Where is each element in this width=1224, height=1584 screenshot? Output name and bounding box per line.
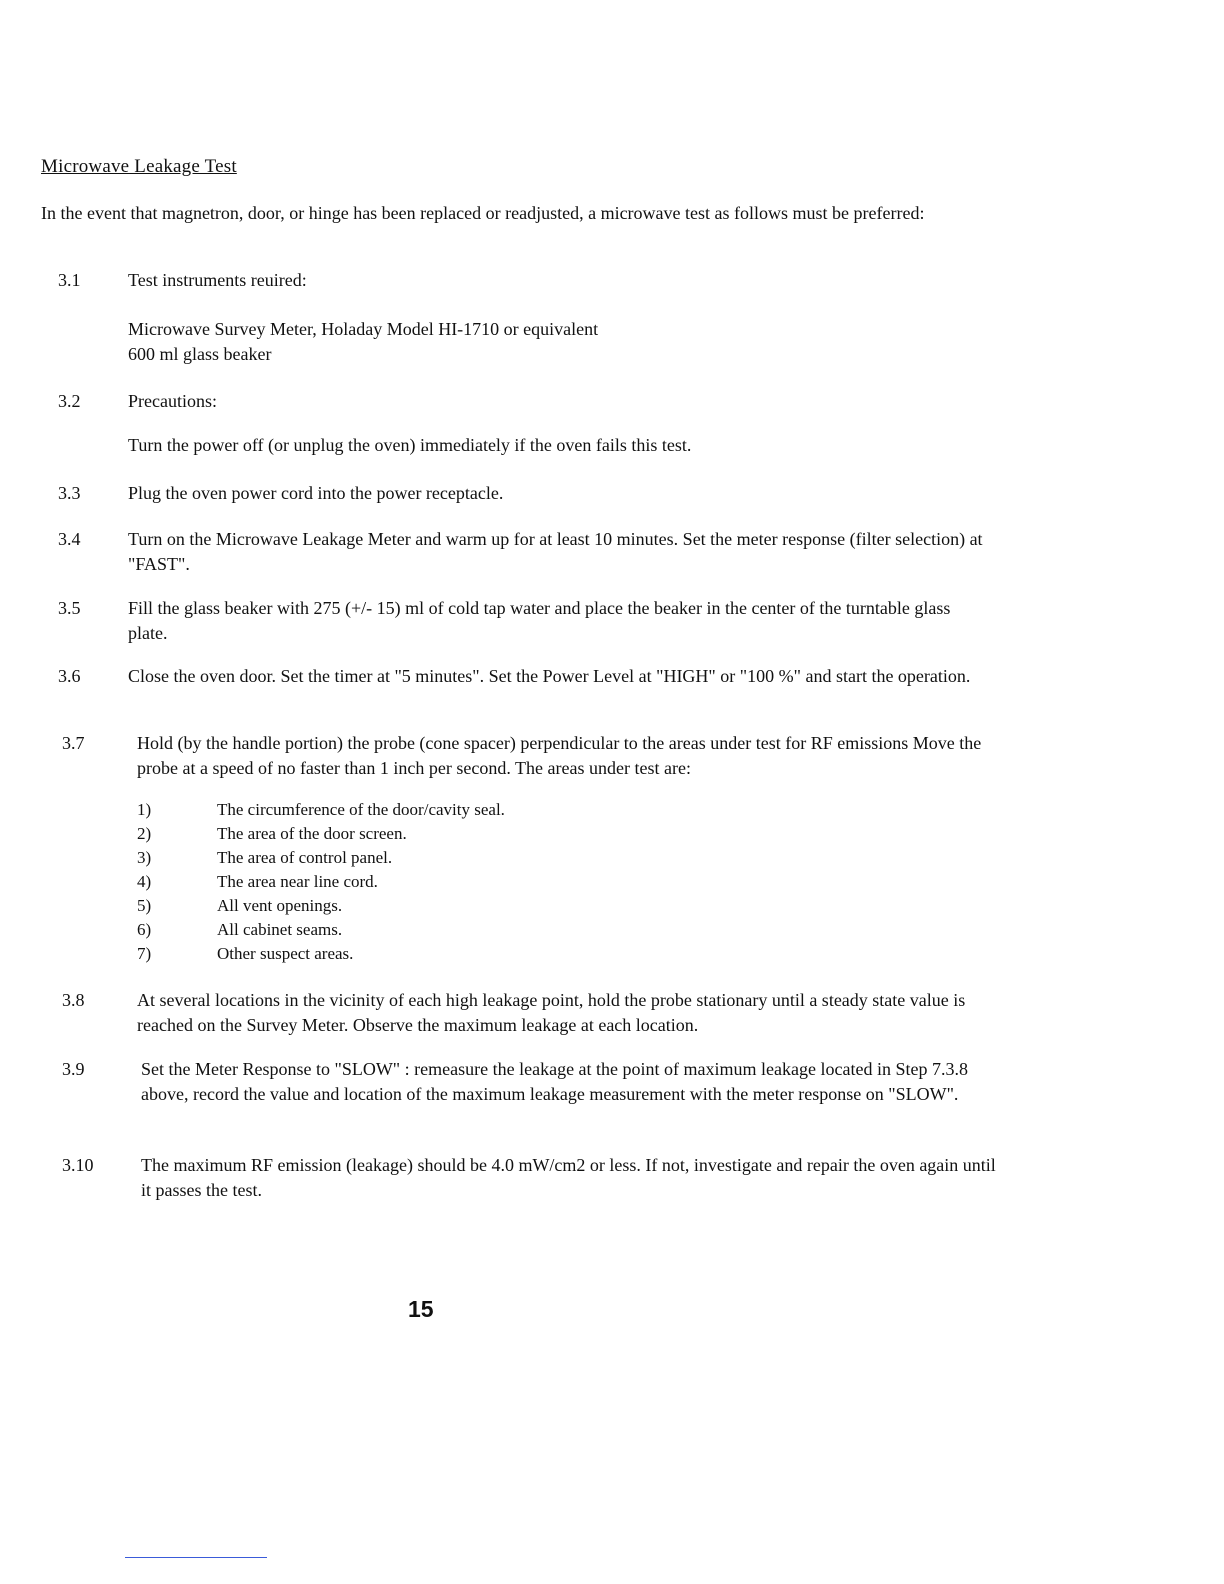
step-number: 3.8 (62, 990, 85, 1010)
page-number: 15 (408, 1296, 434, 1322)
list-number: 6) (137, 920, 152, 939)
list-text: All cabinet seams. (217, 920, 343, 939)
list-text: Other suspect areas. (217, 944, 354, 963)
list-number: 5) (137, 896, 152, 915)
step-number: 3.1 (58, 270, 81, 290)
list-number: 2) (137, 824, 152, 843)
list-text: All vent openings. (217, 896, 343, 915)
instrument-item: 600 ml glass beaker (128, 344, 272, 364)
step-text: At several locations in the vicinity of each high leakage point, hold the probe stationary until a steady state value is reached on the Survey Meter. Observe the maximum leakage at each location. (137, 990, 966, 1035)
step-number: 3.9 (62, 1059, 85, 1079)
list-number: 7) (137, 944, 152, 963)
list-number: 1) (137, 800, 152, 819)
list-text: The area of the door screen. (217, 824, 407, 843)
step-text: Fill the glass beaker with 275 (+/- 15) ml of cold tap water and place the beaker in the center of the turntable glass plate. (128, 598, 951, 643)
list-number: 3) (137, 848, 152, 867)
step-text: Precautions: (128, 391, 217, 411)
footer-rule (125, 1557, 267, 1558)
step-text: Turn on the Microwave Leakage Meter and warm up for at least 10 minutes. Set the meter response (filter selection) at "FAST". (128, 529, 983, 574)
list-number: 4) (137, 872, 152, 891)
step-number: 3.4 (58, 529, 81, 549)
step-number: 3.3 (58, 483, 81, 503)
precaution-text: Turn the power off (or unplug the oven) immediately if the oven fails this test. (128, 435, 692, 455)
step-number: 3.2 (58, 391, 81, 411)
instrument-item: Microwave Survey Meter, Holaday Model HI-1710 or equivalent (128, 319, 599, 339)
list-text: The circumference of the door/cavity seal. (217, 800, 505, 819)
list-text: The area near line cord. (217, 872, 378, 891)
step-text: Close the oven door. Set the timer at "5 minutes". Set the Power Level at "HIGH" or "100 %" and start the operation. (128, 666, 971, 686)
step-number: 3.10 (62, 1155, 94, 1175)
step-text: The maximum RF emission (leakage) should be 4.0 mW/cm2 or less. If not, investigate and repair the oven again until it passes the test. (141, 1155, 996, 1200)
step-number: 3.7 (62, 733, 85, 753)
list-text: The area of control panel. (217, 848, 393, 867)
intro-paragraph: In the event that magnetron, door, or hinge has been replaced or readjusted, a microwave test as follows must be preferred: (41, 203, 925, 223)
step-text: Set the Meter Response to "SLOW" : remeasure the leakage at the point of maximum leakage located in Step 7.3.8 above, record the value and location of the maximum leakage measurement with the meter response on "SLOW". (141, 1059, 968, 1104)
step-number: 3.5 (58, 598, 81, 618)
step-text: Hold (by the handle portion) the probe (cone spacer) perpendicular to the areas under test for RF emissions Move the probe at a speed of no faster than 1 inch per second. The areas under test are: (137, 733, 982, 778)
step-text: Plug the oven power cord into the power receptacle. (128, 483, 504, 503)
step-text: Test instruments reuired: (128, 270, 307, 290)
page-title: Microwave Leakage Test (41, 156, 237, 177)
step-number: 3.6 (58, 666, 81, 686)
